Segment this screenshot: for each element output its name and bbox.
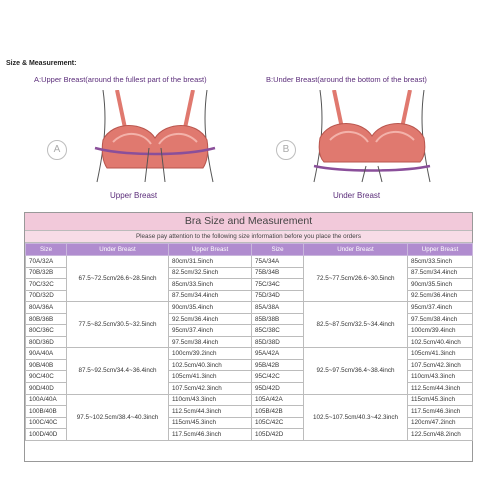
size-cell: 80C/36C (26, 325, 67, 337)
upper-breast-illustration (85, 90, 225, 185)
upper-breast-cell: 122.5cm/48.2inch (408, 429, 473, 441)
figure-b-badge: B (276, 140, 296, 160)
col-header-size: Size (252, 244, 304, 256)
size-cell: 90D/40D (26, 383, 67, 395)
figure-a-badge: A (47, 140, 67, 160)
size-cell: 85B/38B (252, 313, 304, 325)
size-cell: 70A/32A (26, 256, 67, 268)
size-cell: 90A/40A (26, 348, 67, 360)
size-cell: 100C/40C (26, 417, 67, 429)
size-cell: 85A/38A (252, 302, 304, 314)
upper-breast-cell: 92.5cm/36.4inch (169, 313, 252, 325)
measuring-tape (314, 166, 430, 171)
upper-breast-cell: 100cm/39.4inch (408, 325, 473, 337)
size-cell: 95B/42B (252, 359, 304, 371)
size-cell: 70C/32C (26, 279, 67, 291)
col-header-upper-breast: Upper Breast (408, 244, 473, 256)
size-cell: 90C/40C (26, 371, 67, 383)
upper-breast-cell: 97.5cm/38.4inch (408, 313, 473, 325)
size-cell: 75A/34A (252, 256, 304, 268)
col-header-upper-breast: Upper Breast (169, 244, 252, 256)
size-cell: 80D/36D (26, 336, 67, 348)
table-row (26, 394, 473, 406)
under-breast-cell: 82.5~87.5cm/32.5~34.4inch (304, 302, 408, 348)
upper-breast-cell: 90cm/35.4inch (169, 302, 252, 314)
figure-b-label: B:Under Breast(around the bottom of the breast) (266, 75, 427, 84)
size-cell: 80A/36A (26, 302, 67, 314)
under-breast-cell: 87.5~92.5cm/34.4~36.4inch (67, 348, 169, 394)
upper-breast-cell: 90cm/35.5inch (408, 279, 473, 291)
table-notice: Please pay attention to the following size information before you place the orders (25, 231, 472, 243)
section-header: Size & Measurement: (6, 60, 77, 67)
upper-breast-cell: 115cm/45.3inch (169, 417, 252, 429)
under-breast-cell: 92.5~97.5cm/36.4~38.4inch (304, 348, 408, 394)
upper-breast-cell: 107.5cm/42.3inch (169, 383, 252, 395)
col-header-under-breast: Under Breast (304, 244, 408, 256)
size-cell: 105D/42D (252, 429, 304, 441)
size-cell: 75C/34C (252, 279, 304, 291)
size-grid (25, 243, 473, 441)
upper-breast-cell: 85cm/33.5inch (408, 256, 473, 268)
size-cell: 70D/32D (26, 290, 67, 302)
bra-strap-right (185, 90, 193, 128)
upper-breast-cell: 92.5cm/36.4inch (408, 290, 473, 302)
under-breast-cell: 77.5~82.5cm/30.5~32.5inch (67, 302, 169, 348)
size-cell: 95C/42C (252, 371, 304, 383)
size-cell: 75B/34B (252, 267, 304, 279)
upper-breast-cell: 80cm/31.5inch (169, 256, 252, 268)
size-cell: 105C/42C (252, 417, 304, 429)
upper-breast-cell: 102.5cm/40.3inch (169, 359, 252, 371)
upper-breast-cell: 110cm/43.3inch (408, 371, 473, 383)
upper-breast-cell: 87.5cm/34.4inch (169, 290, 252, 302)
upper-breast-cell: 107.5cm/42.3inch (408, 359, 473, 371)
size-cell: 85C/38C (252, 325, 304, 337)
upper-breast-cell: 87.5cm/34.4inch (408, 267, 473, 279)
col-header-size: Size (26, 244, 67, 256)
size-cell: 105B/42B (252, 406, 304, 418)
under-breast-cell: 72.5~77.5cm/26.6~30.5inch (304, 256, 408, 302)
upper-breast-cell: 97.5cm/38.4inch (169, 336, 252, 348)
table-row (26, 302, 473, 314)
col-header-under-breast: Under Breast (67, 244, 169, 256)
upper-breast-cell: 112.5cm/44.3inch (408, 383, 473, 395)
size-cell: 100A/40A (26, 394, 67, 406)
upper-breast-cell: 110cm/43.3inch (169, 394, 252, 406)
size-cell: 90B/40B (26, 359, 67, 371)
size-cell: 100B/40B (26, 406, 67, 418)
under-breast-cell: 97.5~102.5cm/38.4~40.3inch (67, 394, 169, 440)
under-breast-cell: 102.5~107.5cm/40.3~42.3inch (304, 394, 408, 440)
upper-breast-cell: 95cm/37.4inch (408, 302, 473, 314)
size-cell: 75D/34D (252, 290, 304, 302)
size-cell: 95A/42A (252, 348, 304, 360)
table-row (26, 348, 473, 360)
size-cell: 105A/42A (252, 394, 304, 406)
upper-breast-cell: 117.5cm/46.3inch (169, 429, 252, 441)
upper-breast-cell: 117.5cm/46.3inch (408, 406, 473, 418)
upper-breast-cell: 102.5cm/40.4inch (408, 336, 473, 348)
table-row (26, 256, 473, 268)
upper-breast-cell: 112.5cm/44.3inch (169, 406, 252, 418)
upper-breast-cell: 100cm/39.2inch (169, 348, 252, 360)
upper-breast-cell: 95cm/37.4inch (169, 325, 252, 337)
size-cell: 100D/40D (26, 429, 67, 441)
size-cell: 70B/32B (26, 267, 67, 279)
upper-breast-cell: 115cm/45.3inch (408, 394, 473, 406)
upper-breast-cell: 82.5cm/32.5inch (169, 267, 252, 279)
header-row (26, 244, 473, 256)
table-title: Bra Size and Measurement (25, 213, 472, 231)
bra-cups (102, 126, 208, 169)
upper-breast-cell: 120cm/47.2inch (408, 417, 473, 429)
upper-breast-cell: 105cm/41.3inch (169, 371, 252, 383)
upper-breast-cell: 105cm/41.3inch (408, 348, 473, 360)
bra-strap-left (117, 90, 125, 128)
under-breast-cell: 67.5~72.5cm/26.6~28.5inch (67, 256, 169, 302)
size-cell: 80B/36B (26, 313, 67, 325)
under-breast-illustration (302, 90, 442, 185)
upper-breast-cell: 85cm/33.5inch (169, 279, 252, 291)
size-cell: 95D/42D (252, 383, 304, 395)
size-cell: 85D/38D (252, 336, 304, 348)
figure-a-caption: Upper Breast (110, 191, 158, 200)
figure-b-caption: Under Breast (333, 191, 381, 200)
size-table (24, 212, 473, 462)
figure-a-label: A:Upper Breast(around the fullest part of the breast) (34, 75, 207, 84)
